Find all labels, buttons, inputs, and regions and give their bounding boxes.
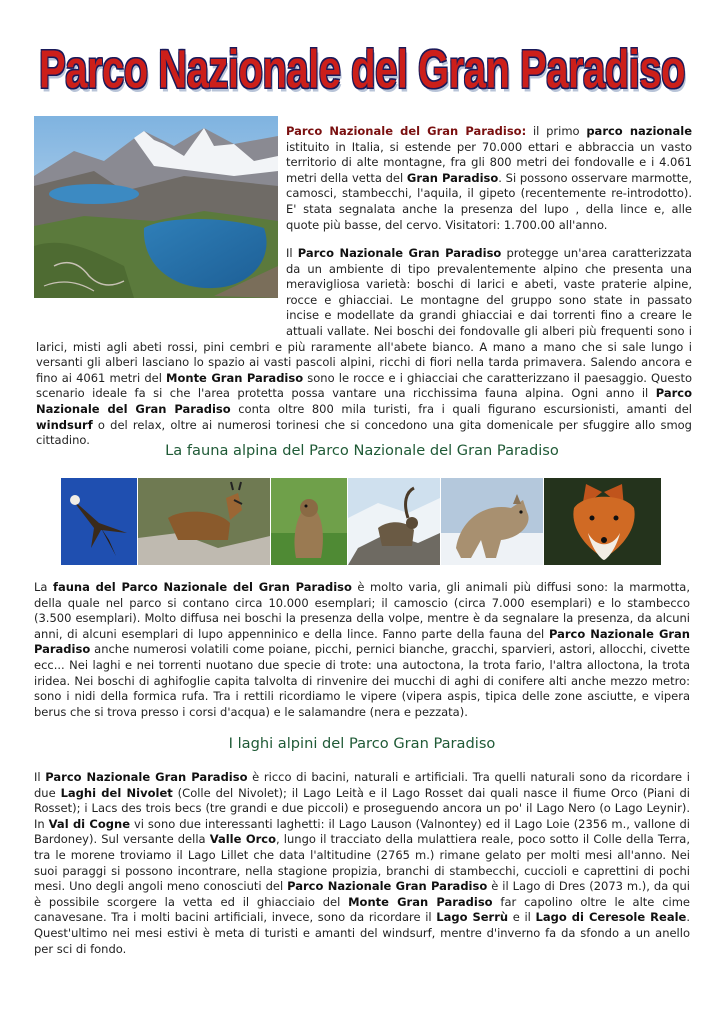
marmot-photo xyxy=(271,478,347,565)
ibex-photo xyxy=(348,478,440,565)
text-run: Lago Serrù xyxy=(436,910,509,925)
text-run: protegge un'area caratterizzata da un ambiente di tipo prevalentemente alpino che presenta una meravigliosa varietà: boschi di larici e abeti, vaste praterie alpine, rocce e ghiacciai. Le montagne del gruppo sono state in passato incise e modellate da grandi ghiacciai e dai torrenti fino a creare le attuali vallate. Nei boschi dei fondovalle gli alberi più frequenti sono i larici, misti agli abeti rossi, pini cembri e più raramente all'abete bianco. A mano a mano che si sale lungo i versanti gli alberi lasciano lo spazio ai vasti pascoli alpini, ricchi di fiori nella tarda primavera. Salendo ancora e fino ai 4061 metri del xyxy=(36,246,692,385)
text-run: Parco Nazionale Gran Paradiso xyxy=(287,879,488,894)
wolf-photo xyxy=(441,478,543,565)
intro-park-name: Parco Nazionale del Gran Paradiso: xyxy=(286,124,527,138)
page-title: Parco Nazionale del Gran Paradiso xyxy=(39,40,685,100)
text-run: parco nazionale xyxy=(586,124,692,138)
text-run: La xyxy=(34,580,53,594)
text-run: e il xyxy=(508,910,536,925)
text-run: Gran Paradiso xyxy=(406,170,499,185)
text-run: Monte Gran Paradiso xyxy=(348,894,493,909)
fox-photo xyxy=(544,478,661,565)
text-run: Parco Nazionale Gran Paradiso xyxy=(34,626,690,657)
text-run: conta oltre 800 mila turisti, fra i quali figurano escursionisti, amanti del xyxy=(230,401,692,416)
text-run: Lago di Ceresole Reale xyxy=(535,910,687,925)
text-run: o del relax, oltre ai numerosi torinesi che si concedono una gita domenicale per sfuggire allo smog cittadino. xyxy=(36,417,692,448)
text-run: fauna del Parco Nazionale del Gran Paradiso xyxy=(52,580,352,594)
text-run: vi sono due interessanti laghetti: il Lago Lauson (Valnontey) ed il Lago Loie (2356 m., vallone di Bardoney). Sul versante della xyxy=(34,816,690,847)
text-run: sono le rocce e i ghiacciai che caratterizzano il paesaggio. Questo scenario ideale fa si che l'area protetta possa vantare una ricchissima fauna alpina. Ogni anno il xyxy=(36,370,693,401)
text-run: Val di Cogne xyxy=(48,816,130,831)
text-run: . Quest'ultimo nei mesi estivi è meta di turisti e amanti del windsurf, mentre d'inverno fa da sfondo a un anello per sci di fondo. xyxy=(34,910,690,956)
text-run: il primo xyxy=(526,124,587,138)
text-run: . Si possono osservare marmotte, camosci, stambecchi, l'aquila, il gipeto (recentemente re-introdotto). E' stata segnalata anche la presenza del lupo , della lince e, alle quote più basse, del cervo. Visitatori: 1.700.00 all'anno. xyxy=(286,170,692,232)
eagle-photo xyxy=(61,478,137,565)
text-run: è ricco di bacini, naturali e artificiali. Tra quelli naturali sono da ricordare i due xyxy=(34,770,690,800)
text-run: Laghi del Nivolet xyxy=(60,785,173,800)
text-run: Il xyxy=(34,770,46,784)
text-run: anche numerosi volatili come poiane, picchi, pernici bianche, gracchi, sparvieri, astori, allocchi, civette ecc... Nei laghi e nei torrenti nuotano due specie di trote: una autoctona, la trota fario, l'altra alloctona, la trota iridea. Nei boschi di aghifoglie capita talvolta di rinvenire dei mucchi di aghi di conifere alti anche mezzo metro: sono i nidi della formica rufa. Tra i rettili ricordiamo le vipere (vipera aspis, tipica delle zone asciutte, e vipera berus che si trova presso i corsi d'acqua) e le salamandre (nera e pezzata). xyxy=(34,642,690,719)
park-description-paragraph xyxy=(36,246,692,449)
text-run: , lungo il tracciato della mulattiera reale, poco sotto il Colle della Terra, tra le morene troviamo il Lago Lillet che data l'altitudine (2765 m.) rimane gelato per molti mesi all'anno. Nei suoi paraggi si possono incontrare, nella stagione propizia, branchi di stambecchi, cuccioli e caprettini di pochi mesi. Uno degli angoli meno conosciuti del xyxy=(34,832,690,894)
text-run: Parco Nazionale del Gran Paradiso xyxy=(36,386,692,416)
intro-paragraph xyxy=(286,124,692,233)
chamois-photo xyxy=(138,478,270,565)
text-run: windsurf xyxy=(36,417,93,432)
text-run: Monte Gran Paradiso xyxy=(166,370,304,385)
text-run: (Colle del Nivolet); il Lago Leità e il Lago Rosset dai quali nasce il fiume Orco (Piani di Rosset); i Lacs des trois becs (tre grandi e due piccoli) e proseguendo ancora un po' il Lago Nero (o Lago Leynir). In xyxy=(34,785,690,831)
text-run: Parco Nazionale Gran Paradiso xyxy=(297,246,502,260)
fauna-heading: La fauna alpina del Parco Nazionale del Gran Paradiso xyxy=(165,442,559,459)
text-run: istituito in Italia, si estende per 70.000 ettari e abbraccia un vasto territorio di alte montagne, fra gli 800 metri dei fondovalle e i 4.061 metri della vetta del xyxy=(286,139,692,185)
text-run: Valle Orco xyxy=(209,832,277,847)
text-run: è molto varia, gli animali più diffusi sono: la marmotta, della quale nel parco si contano circa 10.000 esemplari; il camoscio (circa 7.000 esemplari) e lo stambecco (3.500 esemplari). Molto diffusa nei boschi la presenza della volpe, mentre è da segnalare la presenza, da alcuni anni, di alcuni esemplari di lupo appenninico e della lince. Fanno parte della fauna del xyxy=(34,580,690,641)
text-run: far capolino oltre le alte cime canavesane. Tra i molti bacini artificiali, invece, sono da ricordare il xyxy=(34,894,691,925)
text-run: Il xyxy=(286,246,298,260)
fauna-paragraph xyxy=(34,580,690,720)
text-run: è il Lago di Dres (2073 m.), da qui è possibile scorgere la vetta ed il ghiacciaio del xyxy=(34,879,690,909)
text-run: Parco Nazionale Gran Paradiso xyxy=(45,770,248,784)
photo-wrap-spacer xyxy=(36,246,286,324)
animal-photo-strip xyxy=(61,478,661,565)
lakes-paragraph xyxy=(34,770,690,957)
lakes-heading: I laghi alpini del Parco Gran Paradiso xyxy=(228,735,496,752)
